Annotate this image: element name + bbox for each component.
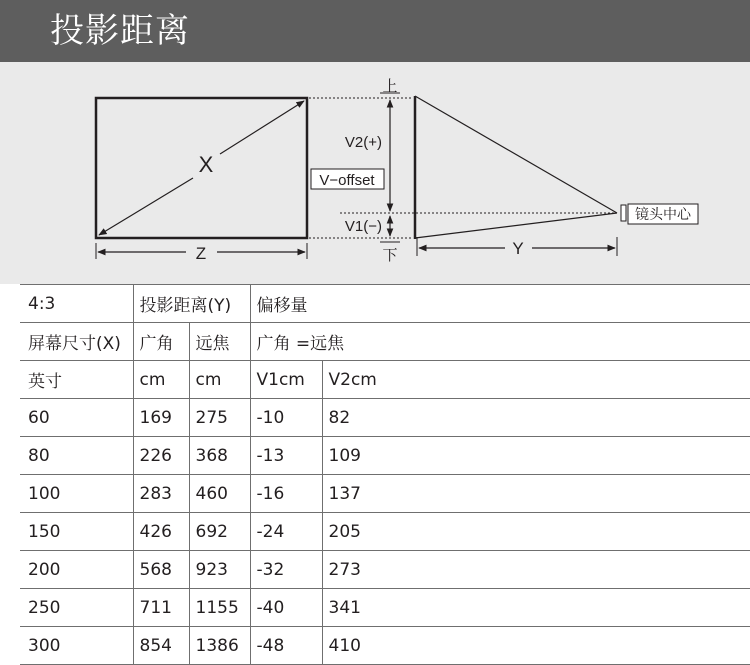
page-title: 投影距离 bbox=[50, 11, 190, 51]
wide-cm-unit-header: cm bbox=[133, 361, 189, 399]
offset-header: 偏移量 bbox=[250, 285, 750, 323]
v2-cell: 341 bbox=[322, 589, 750, 627]
bottom-label: 下 bbox=[382, 247, 398, 264]
wide-eq-tele-header: 广角 =远焦 bbox=[250, 323, 750, 361]
tele-cell: 460 bbox=[189, 475, 250, 513]
diagonal-arrow-lower bbox=[99, 178, 193, 235]
table-row bbox=[20, 399, 750, 437]
table-row bbox=[20, 627, 750, 665]
v-offset-label: V−offset bbox=[319, 172, 375, 189]
table-row bbox=[20, 513, 750, 551]
lens-icon bbox=[621, 205, 626, 221]
v1-cell: -48 bbox=[250, 627, 322, 665]
v2-cell: 205 bbox=[322, 513, 750, 551]
v2-cell: 273 bbox=[322, 551, 750, 589]
page-header bbox=[0, 0, 750, 62]
throw-distance-header: 投影距离(Y) bbox=[133, 285, 250, 323]
projection-diagram-svg bbox=[0, 62, 750, 284]
wide-cell: 854 bbox=[133, 627, 189, 665]
inch-cell: 250 bbox=[20, 589, 133, 627]
v1-cell: -24 bbox=[250, 513, 322, 551]
v1-cell: -40 bbox=[250, 589, 322, 627]
v2-cell: 82 bbox=[322, 399, 750, 437]
v1-cell: -32 bbox=[250, 551, 322, 589]
v1-cm-unit-header: V1cm bbox=[250, 361, 322, 399]
projection-diagram bbox=[0, 62, 750, 284]
tele-cell: 692 bbox=[189, 513, 250, 551]
v1-cell: -10 bbox=[250, 399, 322, 437]
tele-cell: 1386 bbox=[189, 627, 250, 665]
tele-cell: 1155 bbox=[189, 589, 250, 627]
lens-center-label: 镜头中心 bbox=[635, 206, 691, 222]
inch-cell: 100 bbox=[20, 475, 133, 513]
diagonal-label: X bbox=[198, 152, 214, 177]
v2-cm-unit-header: V2cm bbox=[322, 361, 750, 399]
ratio-cell: 4:3 bbox=[20, 285, 133, 323]
inch-cell: 300 bbox=[20, 627, 133, 665]
wide-cell: 283 bbox=[133, 475, 189, 513]
tele-cell: 368 bbox=[189, 437, 250, 475]
projection-ray-top bbox=[415, 96, 617, 213]
tele-cell: 275 bbox=[189, 399, 250, 437]
v2-cell: 410 bbox=[322, 627, 750, 665]
table-header-row-units bbox=[20, 361, 750, 399]
tele-header: 远焦 bbox=[189, 323, 250, 361]
projection-distance-table bbox=[20, 284, 750, 665]
table-row bbox=[20, 475, 750, 513]
top-label: 上 bbox=[382, 78, 398, 95]
v2-label: V2(+) bbox=[344, 134, 382, 151]
wide-cell: 711 bbox=[133, 589, 189, 627]
diagonal-arrow-upper bbox=[220, 101, 304, 154]
wide-cell: 426 bbox=[133, 513, 189, 551]
screen-size-header: 屏幕尺寸(X) bbox=[20, 323, 133, 361]
table-row bbox=[20, 551, 750, 589]
wide-cell: 169 bbox=[133, 399, 189, 437]
wide-cell: 226 bbox=[133, 437, 189, 475]
table-header-row-ratio bbox=[20, 285, 750, 323]
table-row bbox=[20, 589, 750, 627]
v1-cell: -13 bbox=[250, 437, 322, 475]
inch-cell: 200 bbox=[20, 551, 133, 589]
wide-cell: 568 bbox=[133, 551, 189, 589]
width-label: Z bbox=[195, 244, 207, 263]
tele-cm-unit-header: cm bbox=[189, 361, 250, 399]
v2-cell: 137 bbox=[322, 475, 750, 513]
v1-cell: -16 bbox=[250, 475, 322, 513]
tele-cell: 923 bbox=[189, 551, 250, 589]
inch-cell: 80 bbox=[20, 437, 133, 475]
projection-ray-bottom bbox=[415, 213, 617, 238]
table-header-row-lens bbox=[20, 323, 750, 361]
v1-label: V1(−) bbox=[344, 218, 382, 235]
inch-cell: 60 bbox=[20, 399, 133, 437]
table-row bbox=[20, 437, 750, 475]
inch-unit-header: 英寸 bbox=[20, 361, 133, 399]
wide-header: 广角 bbox=[133, 323, 189, 361]
inch-cell: 150 bbox=[20, 513, 133, 551]
v2-cell: 109 bbox=[322, 437, 750, 475]
throw-distance-label: Y bbox=[512, 239, 524, 258]
